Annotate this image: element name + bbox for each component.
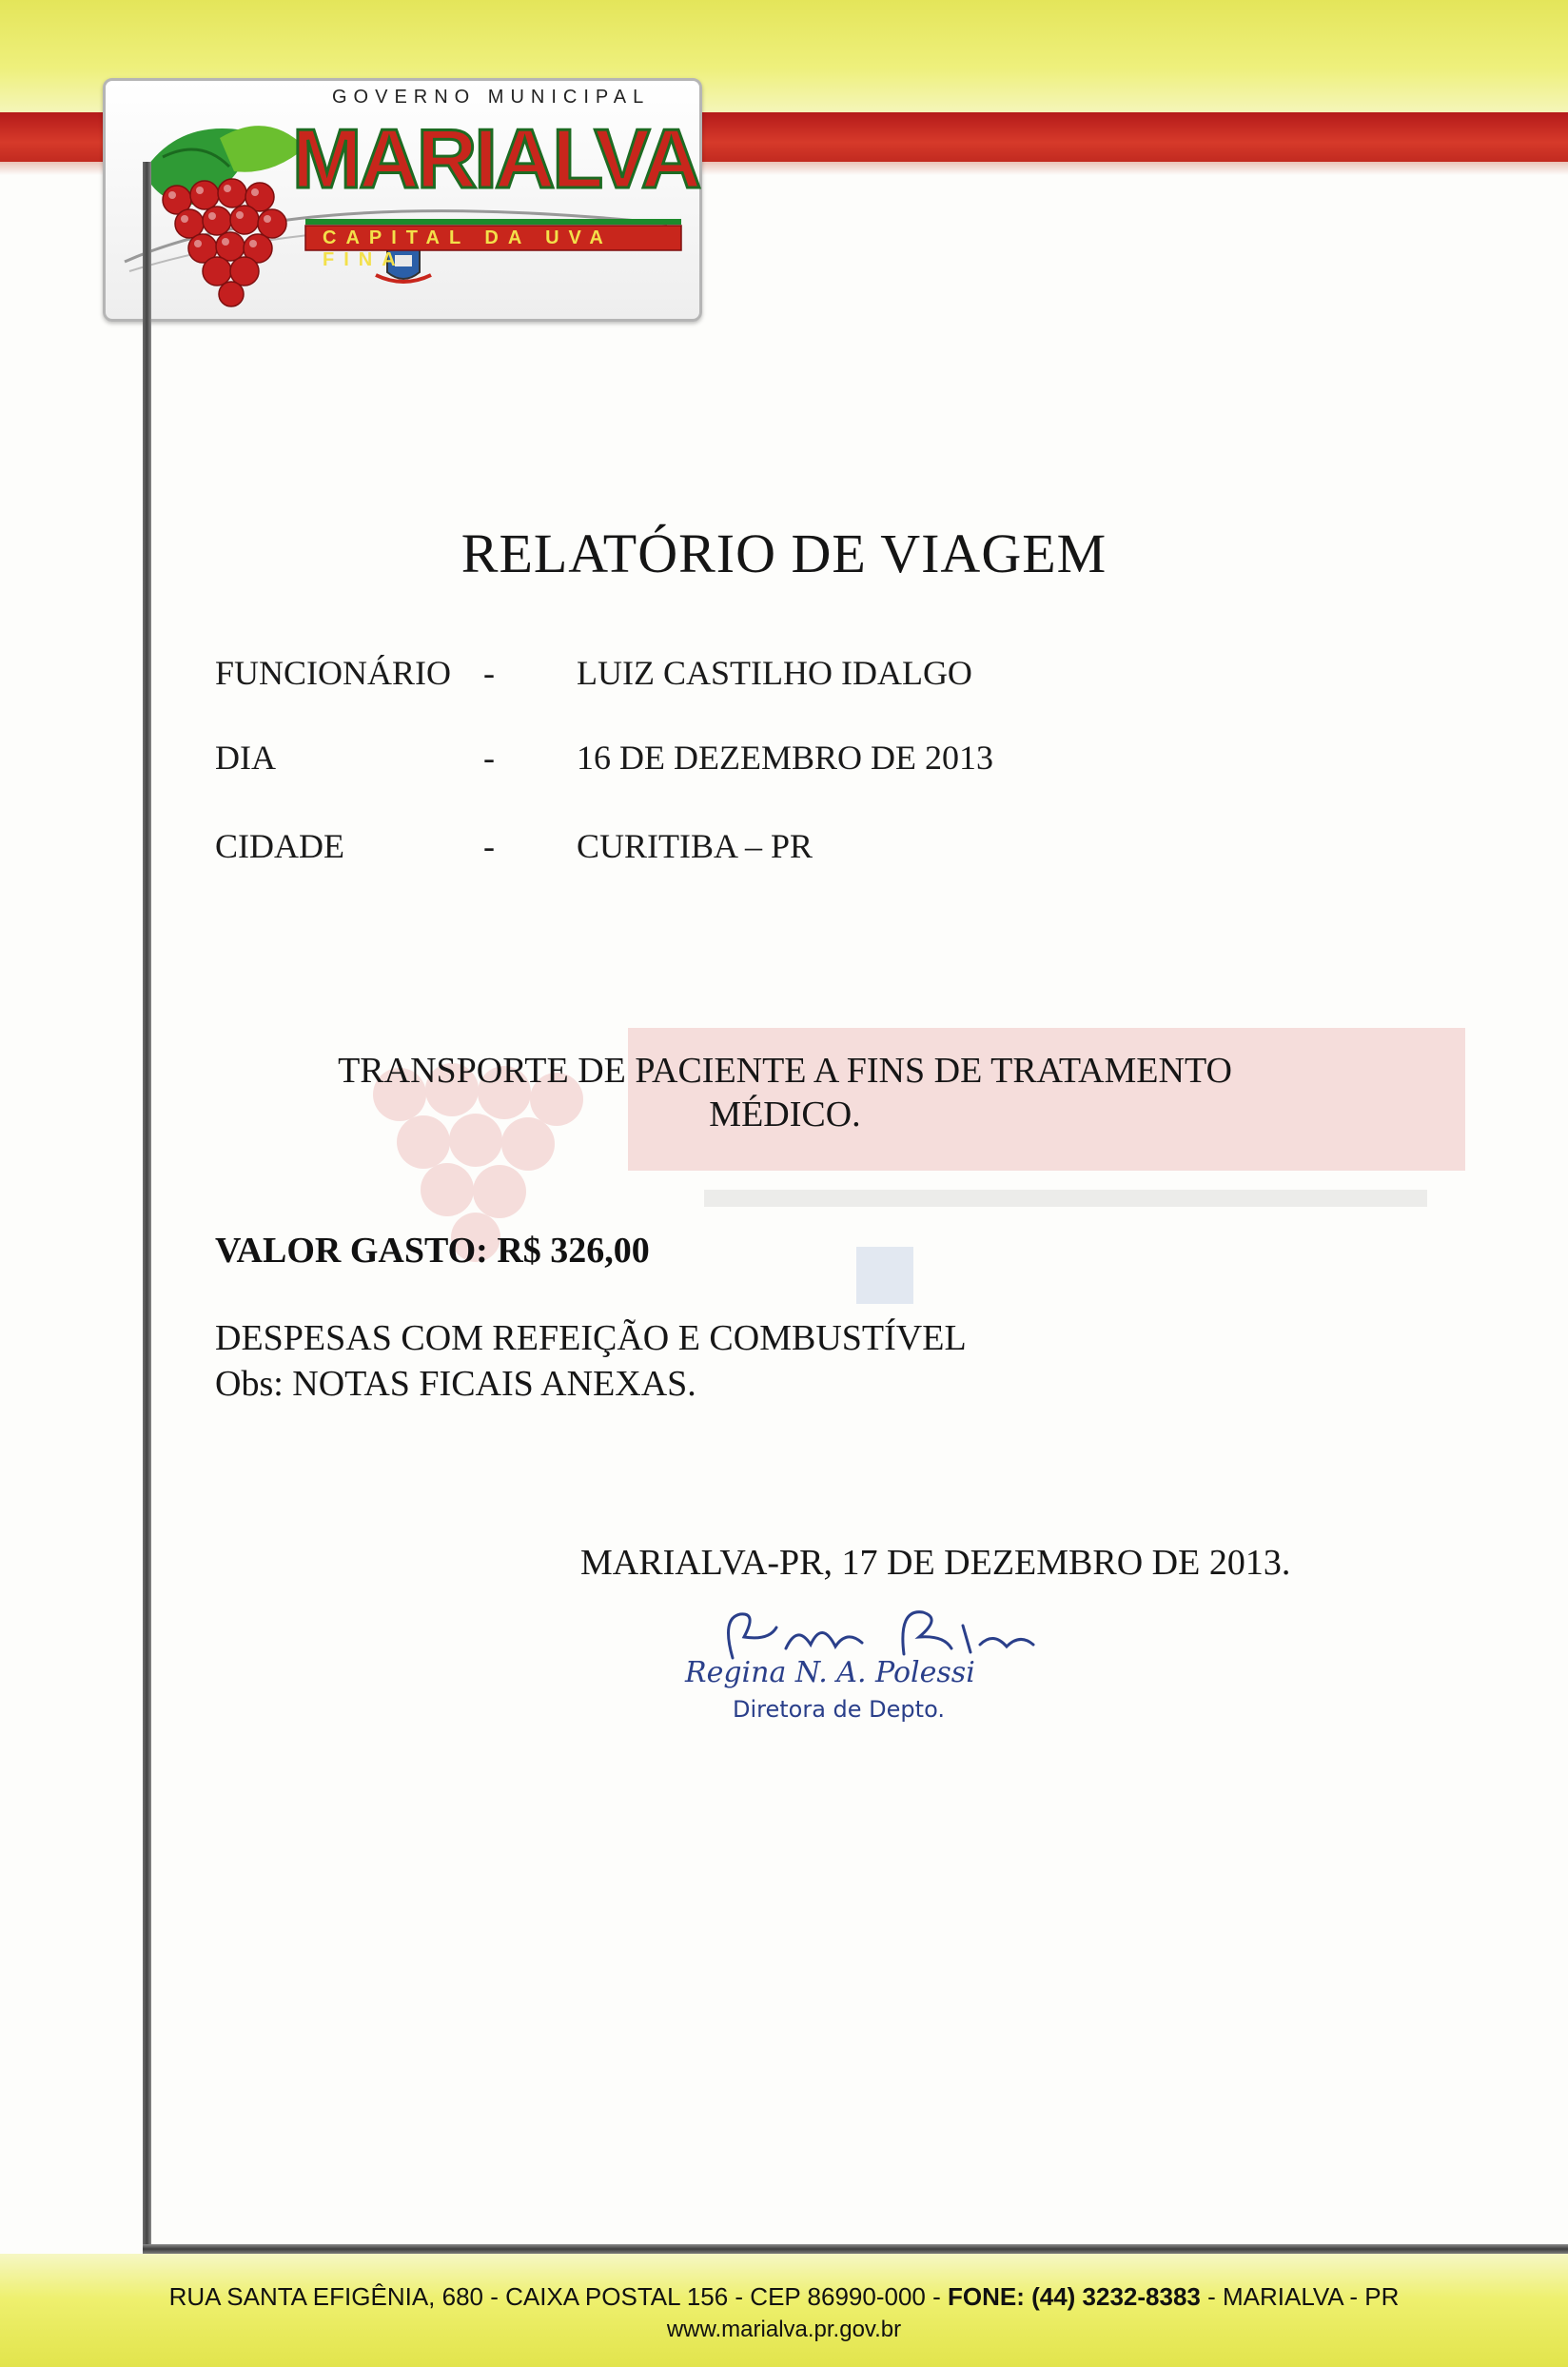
field-value-cidade: CURITIBA – PR <box>577 827 813 865</box>
signatory-name: Regina N. A. Polessi <box>685 1656 975 1689</box>
frame-left-border <box>143 162 151 2256</box>
footer-website: www.marialva.pr.gov.br <box>666 2317 902 2342</box>
field-label-dia: DIA <box>215 739 276 777</box>
field-dash: - <box>483 654 495 692</box>
field-label-cidade: CIDADE <box>215 827 344 865</box>
expenses-note: Obs: NOTAS FICAIS ANEXAS. <box>215 1364 696 1404</box>
field-dash: - <box>483 827 495 865</box>
marialva-logo <box>103 78 702 322</box>
place-and-date: MARIALVA-PR, 17 DE DEZEMBRO DE 2013. <box>580 1543 1291 1583</box>
signatory-role: Diretora de Depto. <box>733 1696 945 1723</box>
footer-phone: FONE: (44) 3232-8383 <box>947 2282 1201 2311</box>
amount-spent: VALOR GASTO: R$ 326,00 <box>215 1231 650 1271</box>
field-dash: - <box>483 739 495 777</box>
footer-address-text: RUA SANTA EFIGÊNIA, 680 - CAIXA POSTAL 156 - CEP 86990-000 - <box>168 2282 941 2311</box>
footer-city: - MARIALVA - PR <box>1207 2282 1400 2311</box>
frame-bottom-border <box>143 2244 1568 2254</box>
logo-brand: MARIALVA <box>292 111 699 206</box>
field-value-funcionario: LUIZ CASTILHO IDALGO <box>577 654 972 692</box>
field-label-funcionario: FUNCIONÁRIO <box>215 654 452 692</box>
logo-top-line: GOVERNO MUNICIPAL <box>332 87 651 108</box>
trip-purpose <box>285 1049 1284 1136</box>
marialva-watermark <box>343 971 1484 1351</box>
footer-address <box>0 2282 1568 2312</box>
report-title: RELATÓRIO DE VIAGEM <box>461 523 1107 584</box>
field-value-dia: 16 DE DEZEMBRO DE 2013 <box>577 739 993 777</box>
expenses-line: DESPESAS COM REFEIÇÃO E COMBUSTÍVEL <box>215 1318 967 1358</box>
trip-purpose-line1: TRANSPORTE DE PACIENTE A FINS DE TRATAMENTO <box>338 1051 1232 1091</box>
logo-slogan: CAPITAL DA UVA FINA <box>323 227 613 270</box>
trip-purpose-line2: MÉDICO. <box>709 1095 861 1134</box>
